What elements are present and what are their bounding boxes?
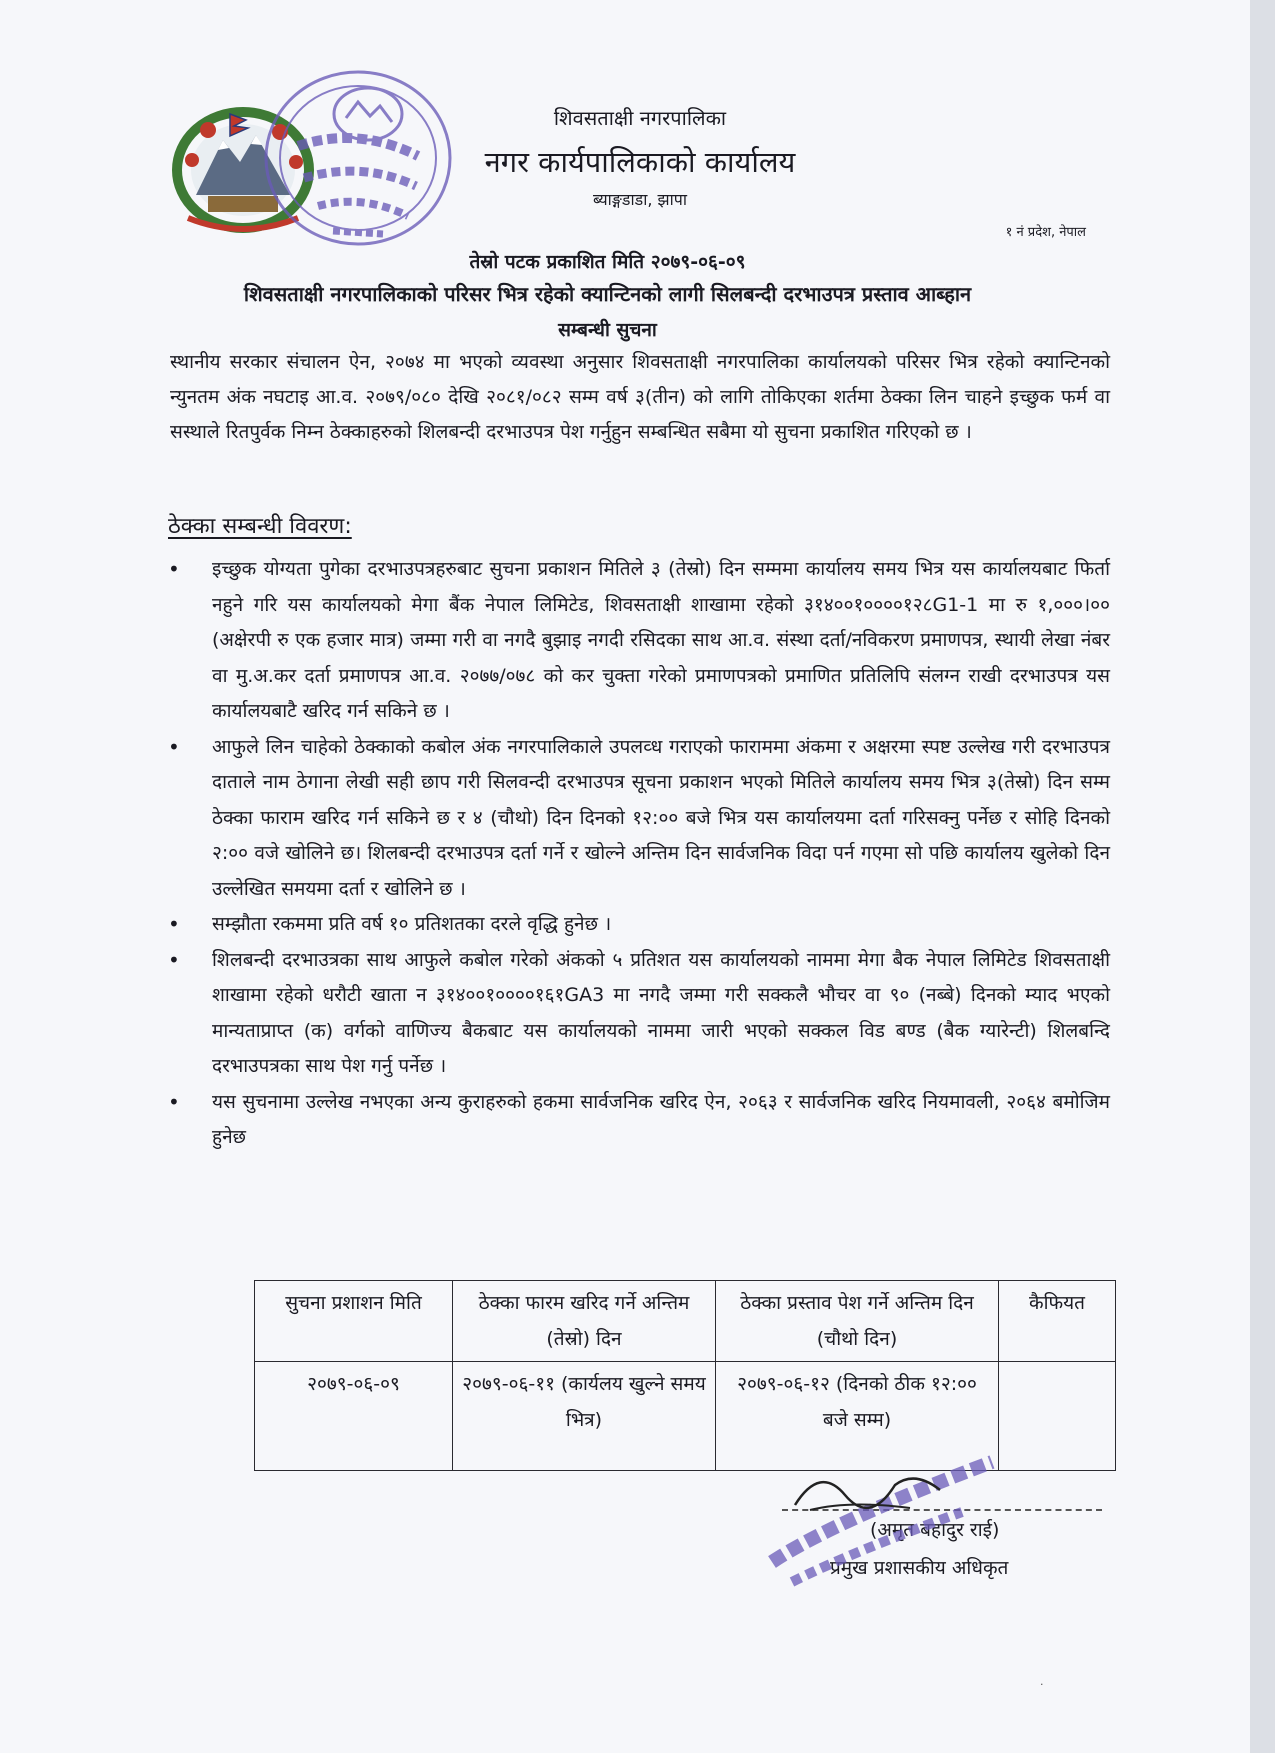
table-cell: २०७९-०६-०९: [255, 1362, 453, 1471]
table-header-cell: ठेक्का प्रस्ताव पेश गर्ने अन्तिम दिन (चौथो दिन): [716, 1281, 999, 1362]
province-label: १ नं प्रदेश, नेपाल: [1005, 225, 1086, 240]
notice-title: शिवसताक्षी नगरपालिकाको परिसर भित्र रहेको क्यान्टिनको लागी सिलबन्दी दरभाउपत्र प्रस्ताव आब्हान: [243, 282, 972, 306]
list-item: [160, 1085, 1110, 1156]
scan-edge: [1250, 0, 1275, 1753]
table-cell: २०७९-०६-११ (कार्यलय खुल्ने समय भित्र): [453, 1362, 716, 1471]
list-item-text: इच्छुक योग्यता पुगेका दरभाउपत्रहरुबाट सुचना प्रकाशन मितिले ३ (तेस्रो) दिन सम्ममा कार्यालय समय भित्र यस कार्यालयबाट फिर्ता नहुने गरि यस कार्यालयको मेगा बैंक नेपाल लिमिटेड, शिवसताक्षी शाखामा रहेको ३१४००१००००१२८G1-1 मा रु १,०००।०० (अक्षेरपी रु एक हजार मात्र) जम्मा गरी वा नगदै बुझाइ नगदी रसिदका साथ आ.व. संस्था दर्ता/नविकरण प्रमाणपत्र, स्थायी लेखा नंबर वा मु.अ.कर दर्ता प्रमाणपत्र आ.व. २०७७/०७८ को कर चुक्ता गरेको प्रमाणपत्रको प्रमाणित प्रतिलिपि संलग्न राखी दरभाउपत्र यस कार्यालयबाटै खरिद गर्न सकिने छ ।: [212, 558, 1110, 722]
bullet-icon: •: [168, 947, 180, 972]
table-header-row: [255, 1281, 1116, 1362]
bullet-icon: •: [168, 912, 180, 936]
office-name: नगर कार्यपालिकाको कार्यालय: [484, 145, 796, 179]
table-cell: २०७९-०६-१२ (दिनको ठीक १२:०० बजे सम्म): [716, 1362, 999, 1471]
list-item: [160, 552, 1110, 730]
publication-date-title: तेस्रो पटक प्रकाशित मिति २०७९-०६-०९: [469, 251, 746, 273]
table-cell: [999, 1362, 1116, 1471]
signature: [790, 1460, 950, 1520]
section-heading: ठेक्का सम्बन्धी विवरण:: [168, 514, 352, 539]
bullet-icon: •: [168, 1089, 180, 1114]
signatory-name: (अमृत बहादुर राई): [870, 1519, 1000, 1541]
list-item-text: शिलबन्दी दरभाउत्रका साथ आफुले कबोल गरेको अंकको ५ प्रतिशत यस कार्यालयको नाममा मेगा बैक नेपाल लिमिटेड शिवसताक्षी शाखामा रहेको धरौटी खाता न ३१४००१००००१६१GA3 मा नगदै जम्मा गरी सक्कलै भौचर वा ९० (नब्बे) दिनको म्याद भएको मान्यताप्राप्त (क) वर्गको वाणिज्य बैकबाट यस कार्यालयको नाममा जारी भएको सक्कल विड बण्ड (बैक ग्यारेन्टी) शिलबन्दि दरभाउपत्रका साथ पेश गर्नु पर्नेछ ।: [212, 948, 1110, 1077]
municipality-name: शिवसताक्षी नगरपालिका: [553, 106, 727, 130]
list-item: [160, 943, 1110, 1085]
list-item: [160, 907, 1110, 943]
table-header-cell: कैफियत: [999, 1281, 1116, 1362]
list-item: [160, 730, 1110, 908]
list-item-text: सम्झौता रकममा प्रति वर्ष १० प्रतिशतका दरले वृद्धि हुनेछ ।: [212, 913, 612, 935]
bullet-icon: •: [168, 557, 180, 581]
signatory-designation: प्रमुख प्रशासकीय अधिकृत: [830, 1557, 1009, 1579]
table-header-cell: सुचना प्रशाशन मिति: [255, 1281, 453, 1362]
bullet-icon: •: [168, 734, 180, 759]
terms-list: [160, 552, 1110, 1156]
list-item-text: यस सुचनामा उल्लेख नभएका अन्य कुराहरुको हकमा सार्वजनिक खरिद ऐन, २०६३ र सार्वजनिक खरिद नियमावली, २०६४ बमोजिम हुनेछ: [212, 1090, 1110, 1148]
list-item-text: आफुले लिन चाहेको ठेक्काको कबोल अंक नगरपालिकाले उपलव्ध गराएको फाराममा अंकमा र अक्षरमा स्पष्ट उल्लेख गरी दरभाउपत्र दाताले नाम ठेगाना लेखी सही छाप गरी सिलवन्दी दरभाउपत्र सूचना प्रकाशन भएको मितिले कार्यालय समय भित्र ३(तेस्रो) दिन सम्म ठेक्का फाराम खरिद गर्न सकिने छ र ४ (चौथो) दिन दिनको १२:०० बजे भित्र यस कार्यालयमा दर्ता गरिसक्नु पर्नेछ र सोहि दिनको २:०० वजे खोलिने छ। शिलबन्दी दरभाउपत्र दर्ता गर्ने र खोल्ने अन्तिम दिन सार्वजनिक विदा पर्न गएमा सो पछि कार्यालय खुलेको दिन उल्लेखित समयमा दर्ता र खोलिने छ ।: [212, 735, 1110, 900]
table-header-cell: ठेक्का फारम खरिद गर्ने अन्तिम (तेस्रो) दिन: [453, 1281, 716, 1362]
scan-speck: ·: [1040, 1678, 1044, 1691]
intro-paragraph: स्थानीय सरकार संचालन ऐन, २०७४ मा भएको व्यवस्था अनुसार शिवसताक्षी नगरपालिका कार्यालयको परिसर भित्र रहेको क्यान्टिनको न्युनतम अंक नघटाइ आ.व. २०७९/०८० देखि २०८१/०८२ सम्म वर्ष ३(तीन) को लागि तोकिएका शर्तमा ठेक्का लिन चाहने इच्छुक फर्म वा सस्थाले रितपुर्वक निम्न ठेक्काहरुको शिलबन्दी दरभाउपत्र पेश गर्नुहुन सम्बन्धित सबैमा यो सुचना प्रकाशित गरिएको छ ।: [170, 351, 1110, 443]
office-address: ब्याङ्गडाडा, झापा: [593, 190, 687, 209]
notice-subtitle: सम्बन्धी सुचना: [558, 319, 657, 341]
